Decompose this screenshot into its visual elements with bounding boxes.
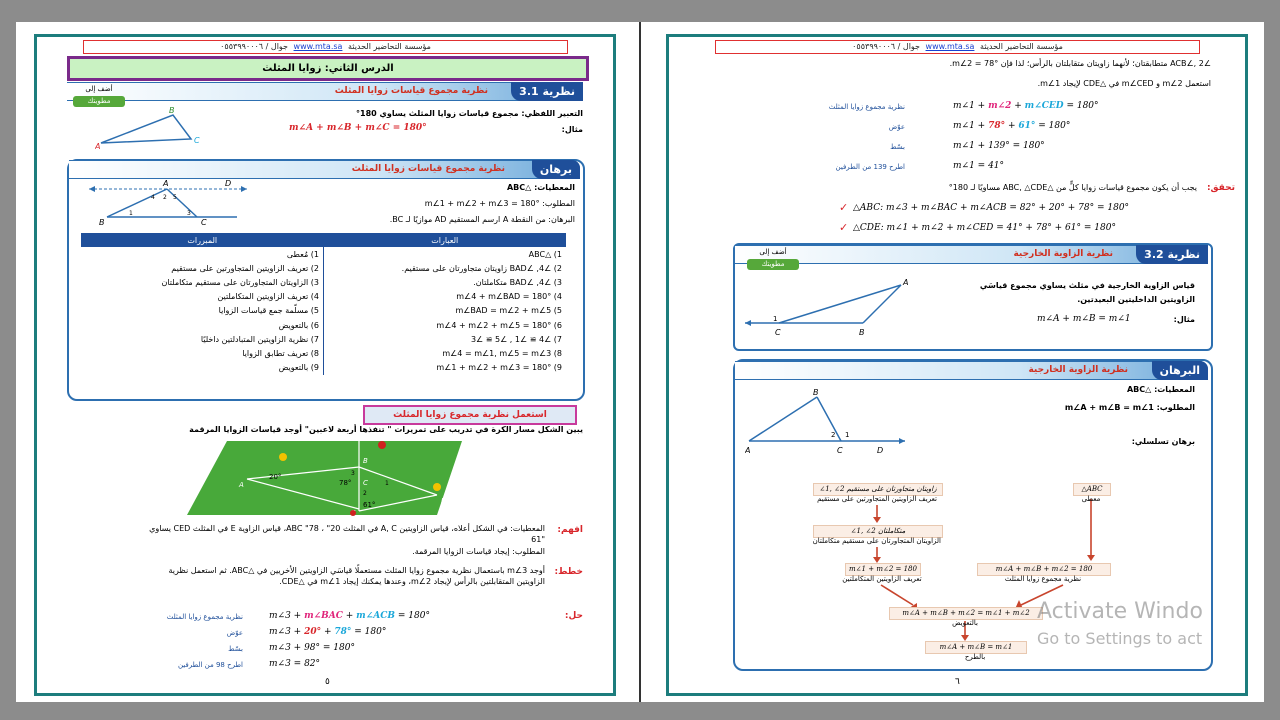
flow-box-5: m∠A + m∠B + m∠2 = 180 — [977, 563, 1111, 576]
flow-proof-label: برهان تسلسلي: — [1131, 437, 1195, 446]
check-mark-icon: ✓ — [839, 221, 849, 234]
left-page — [34, 34, 616, 696]
svg-text:1: 1 — [385, 480, 389, 487]
flow-arrows — [669, 37, 1245, 693]
table-row — [81, 247, 566, 261]
check-mark-icon: ✓ — [839, 201, 849, 214]
prove: المطلوب: m∠A + m∠B = m∠1 — [1064, 403, 1195, 412]
solution-equation: m∠1 = 41° — [953, 161, 1005, 171]
example-equation: m∠A + m∠B = m∠1 — [1037, 314, 1131, 324]
reasons-header: المبررات — [81, 233, 324, 247]
vertex-b: B — [169, 107, 175, 115]
flow-box-1: ∠1, ∠2 زاويتان متجاورتان على مستقيم — [813, 483, 943, 496]
header-phone: جوال / ٠٥٥٣٩٩٠٠٠٦ — [220, 42, 288, 51]
understand-text: المعطيات: في الشكل أعلاه، قياس الزاويتين A, C في المثلث ABC "78 ، "20، قياس الزاوية E في المثلث CED يساوي "61 — [149, 524, 545, 544]
problem-question: يبين الشكل مسار الكرة في تدريب على تمريرات " تنفذها أربعة لاعبين" أوجد قياسات الزوايا المرقمة — [189, 425, 583, 434]
statement-cell: 7) ∠4 ≅ ∠1 , ∠5 ≅ ∠3 — [324, 332, 567, 346]
svg-text:2: 2 — [363, 490, 367, 497]
proof-statement: البرهان: من النقطة A ارسم المستقيم AD موازيًا لـ BC. — [389, 215, 575, 224]
svg-text:1: 1 — [129, 210, 133, 217]
solution-reason: بسّط — [228, 645, 243, 653]
page-header: مؤسسة التحاضير الحديثة www.mta.sa جوال / ٠٥٥٣٩٩٠٠٠٦ — [715, 40, 1200, 54]
understand-required: المطلوب: إيجاد قياسات الزوايا المرقمة. — [412, 547, 545, 556]
flow-caption-4: معطى — [1081, 495, 1101, 503]
svg-text:C: C — [363, 479, 368, 487]
theory-text-1: قياس الزاوية الخارجية في مثلث يساوي مجموع قياسَي — [979, 281, 1195, 290]
page-number: ٦ — [955, 677, 960, 687]
reason-cell: 5) مسلّمة جمع قياسات الزوايا — [218, 306, 319, 316]
page-spine — [639, 22, 641, 702]
statement-cell: 1) △ABC — [324, 247, 567, 261]
reason-cell: 9) بالتعويض — [278, 363, 319, 373]
statement-cell: 4) m∠4 + m∠BAD = 180° — [324, 290, 567, 304]
theory-title: نظرية الزاوية الخارجية — [1013, 249, 1113, 259]
flow-caption-1: تعريف الزاويتين المتجاورتين على مستقيم — [817, 495, 937, 503]
theory-tag: نظرية 3.1 — [511, 82, 583, 101]
svg-text:1: 1 — [773, 315, 778, 323]
statement-cell: 5) m∠BAD = m∠2 + m∠5 — [324, 304, 567, 318]
svg-text:2: 2 — [831, 431, 836, 439]
check-abc: △ABC: m∠3 + m∠BAC + m∠ACB = 82° + 20° + 78° = 180° — [853, 203, 1130, 213]
activate-windows-settings: Go to Settings to act — [1037, 629, 1203, 648]
table-row — [81, 332, 566, 346]
reason-cell: 7) نظرية الزاويتين المتبادلتين داخليًا — [200, 334, 319, 344]
reason-cell: 4) تعريف الزاويتين المتكاملتين — [217, 292, 319, 302]
header-url[interactable]: www.mta.sa — [925, 42, 975, 51]
check-cde: △CDE: m∠1 + m∠2 + m∠CED = 41° + 78° + 61° = 180° — [853, 223, 1116, 233]
theory-header — [67, 82, 583, 101]
understand-label: افهم: — [557, 525, 583, 535]
solution-reason: اطرح 139 من الطرفين — [835, 163, 905, 171]
table-row — [81, 346, 566, 360]
table-row — [81, 361, 566, 375]
triangle-abc-figure — [95, 107, 215, 151]
flow-caption-3: تعريف الزاويتين المتكاملتين — [842, 575, 922, 583]
reason-cell: 8) تعريف تطابق الزوايا — [242, 348, 319, 358]
use-theorem-banner: استعمل نظرية مجموع زوايا المثلث — [363, 405, 577, 425]
vertex-a: A — [95, 142, 101, 151]
right-page — [666, 34, 1248, 696]
header-url[interactable]: www.mta.sa — [293, 42, 343, 51]
header-org: مؤسسة التحاضير الحديثة — [347, 42, 431, 51]
statement-cell: 9) m∠1 + m∠2 + m∠3 = 180° — [324, 361, 567, 375]
svg-text:C: C — [775, 328, 781, 337]
solution-equation: m∠1 + 139° = 180° — [953, 141, 1045, 151]
proof-tag: البرهان — [1152, 361, 1208, 380]
flow-box-2: ∠1, ∠2 متكاملتان — [813, 525, 943, 538]
svg-text:B: B — [99, 218, 105, 227]
svg-text:C: C — [837, 446, 843, 455]
reason-cell: 2) تعريف الزاويتين المتجاورتين على مستقيم — [171, 263, 319, 273]
flow-box-6: m∠A + m∠B + m∠2 = m∠1 + m∠2 — [889, 607, 1043, 620]
given: المعطيات: △ABC — [1126, 385, 1195, 394]
theory-text-2: الزاويتين الداخليتين البعيدتين. — [1077, 295, 1195, 304]
plan-text: أوجد m∠3 باستعمال نظرية مجموع زوايا المثلث مستعملًا قياسَي الزاويتين الأخريين في △ABC. ثم استعمل نظرية الزاويتين المتقابلتين بالرأس لإيجاد m∠2، وعندها يمكنك إيجاد m∠1 في △CDE. — [168, 566, 545, 586]
proof-title: نظرية الزاوية الخارجية — [1028, 365, 1128, 375]
solution-equation: m∠3 + 98° = 180° — [269, 643, 355, 653]
theory-title: نظرية مجموع قياسات زوايا المثلث — [334, 86, 488, 96]
flow-caption-7: بالطرح — [964, 653, 986, 661]
svg-text:3: 3 — [187, 210, 191, 217]
page-number: ٥ — [325, 677, 330, 687]
statements-header: العبارات — [324, 233, 567, 247]
table-row — [81, 304, 566, 318]
svg-text:A: A — [239, 481, 244, 489]
svg-text:B: B — [813, 388, 819, 397]
svg-text:A: A — [163, 179, 169, 188]
reason-cell: 6) بالتعويض — [278, 320, 319, 330]
parallel-line-triangle-figure — [87, 179, 252, 227]
statement-cell: 6) m∠4 + m∠2 + m∠5 = 180° — [324, 318, 567, 332]
document-frame — [16, 22, 1264, 702]
intro-line-1: ∠2 ,∠ACB متطابقتان؛ لأنهما زاويتان متقابلتان بالرأس؛ لذا فإن m∠2 = 78°. — [949, 59, 1211, 68]
check-text: يجب أن يكون مجموع قياسات زوايا كلٍّ من △ABC, △CDE مساويًا لـ 180° — [948, 183, 1197, 192]
solution-reason: اطرح 98 من الطرفين — [177, 661, 243, 669]
soccer-field-figure — [187, 439, 467, 517]
example-label: مثال: — [561, 125, 583, 134]
solution-reason: عوّض — [888, 123, 905, 131]
svg-text:5: 5 — [173, 194, 177, 201]
statement-cell: 8) m∠4 = m∠1, m∠5 = m∠3 — [324, 346, 567, 360]
statement-cell: 3) ∠4, ∠BAD متكاملتان. — [324, 275, 567, 289]
svg-text:61°: 61° — [363, 501, 376, 509]
svg-text:1: 1 — [845, 431, 850, 439]
flow-caption-6: بالتعويض — [952, 619, 978, 627]
two-column-proof-table — [81, 233, 566, 375]
example-equation: m∠A + m∠B + m∠C = 180° — [289, 123, 427, 133]
reason-cell: 1) مُعطى — [286, 249, 319, 259]
flow-caption-5: نظرية مجموع زوايا المثلث — [1004, 575, 1082, 583]
solution-equation: m∠3 + m∠BAC + m∠ACB = 180° — [269, 611, 430, 621]
proof-header — [69, 160, 580, 179]
svg-text:B: B — [363, 457, 368, 465]
proof-title: نظرية مجموع قياسات زوايا المثلث — [351, 164, 505, 174]
vertex-c: C — [194, 136, 200, 145]
activate-windows-watermark: Activate Windo — [1037, 599, 1203, 624]
solution-equation: m∠1 + m∠2 + m∠CED = 180° — [953, 101, 1099, 111]
check-label: تحقق: — [1206, 183, 1235, 193]
svg-text:A: A — [745, 446, 751, 455]
table-row — [81, 261, 566, 275]
solve-label: حل: — [564, 611, 583, 621]
table-row — [81, 318, 566, 332]
example-label: مثال: — [1173, 315, 1195, 324]
theory-tag: نظرية 3.2 — [1136, 245, 1208, 264]
given: المعطيات: △ABC — [506, 183, 575, 192]
plan-label: خطط: — [554, 567, 583, 577]
flow-caption-2: الزاويتان المتجاورتان على مستقيم متكاملتان — [812, 537, 941, 545]
svg-text:D: D — [441, 497, 447, 505]
svg-text:2: 2 — [163, 194, 167, 201]
svg-text:3: 3 — [351, 470, 355, 477]
svg-text:A: A — [903, 278, 909, 287]
table-row — [81, 275, 566, 289]
add-to-foldable-badge: أضف إلى مطويتك — [73, 84, 125, 108]
solution-equation: m∠3 + 20° + 78° = 180° — [269, 627, 387, 637]
page-header — [83, 40, 568, 54]
flow-box-4: △ABC — [1073, 483, 1111, 496]
flow-box-3: m∠1 + m∠2 = 180 — [845, 563, 921, 576]
svg-text:D: D — [877, 446, 884, 455]
svg-text:D: D — [225, 179, 232, 188]
verbal-statement: التعبير اللفظي: مجموع قياسات زوايا المثلث يساوي 180° — [356, 109, 583, 118]
statement-cell: 2) ∠4, ∠BAD زاويتان متجاورتان على مستقيم. — [324, 261, 567, 275]
solution-reason: عوّض — [226, 629, 243, 637]
svg-text:20°: 20° — [269, 473, 282, 481]
solution-reason: نظرية مجموع زوايا المثلث — [828, 103, 905, 111]
flow-box-7: m∠A + m∠B = m∠1 — [925, 641, 1027, 654]
solution-equation: m∠3 = 82° — [269, 659, 321, 669]
svg-text:4: 4 — [151, 194, 155, 201]
add-to-foldable-badge: أضف إلى مطويتك — [747, 247, 799, 271]
solution-equation: m∠1 + 78° + 61° = 180° — [953, 121, 1071, 131]
table-row — [81, 290, 566, 304]
intro-line-2: استعمل m∠2 و m∠CED في △CDE لإيجاد m∠1. — [1037, 79, 1211, 88]
prove: المطلوب: m∠1 + m∠2 + m∠3 = 180° — [424, 199, 575, 208]
svg-text:C: C — [201, 218, 207, 227]
svg-text:B: B — [859, 328, 865, 337]
svg-text:78°: 78° — [339, 479, 352, 487]
solution-reason: بسّط — [890, 143, 905, 151]
reason-cell: 3) الزاويتان المتجاورتان على مستقيم متكاملتان — [161, 277, 319, 287]
solution-reason: نظرية مجموع زوايا المثلث — [166, 613, 243, 621]
lesson-title: الدرس الثاني: زوايا المثلث — [67, 56, 589, 81]
proof-tag: برهان — [532, 160, 580, 179]
